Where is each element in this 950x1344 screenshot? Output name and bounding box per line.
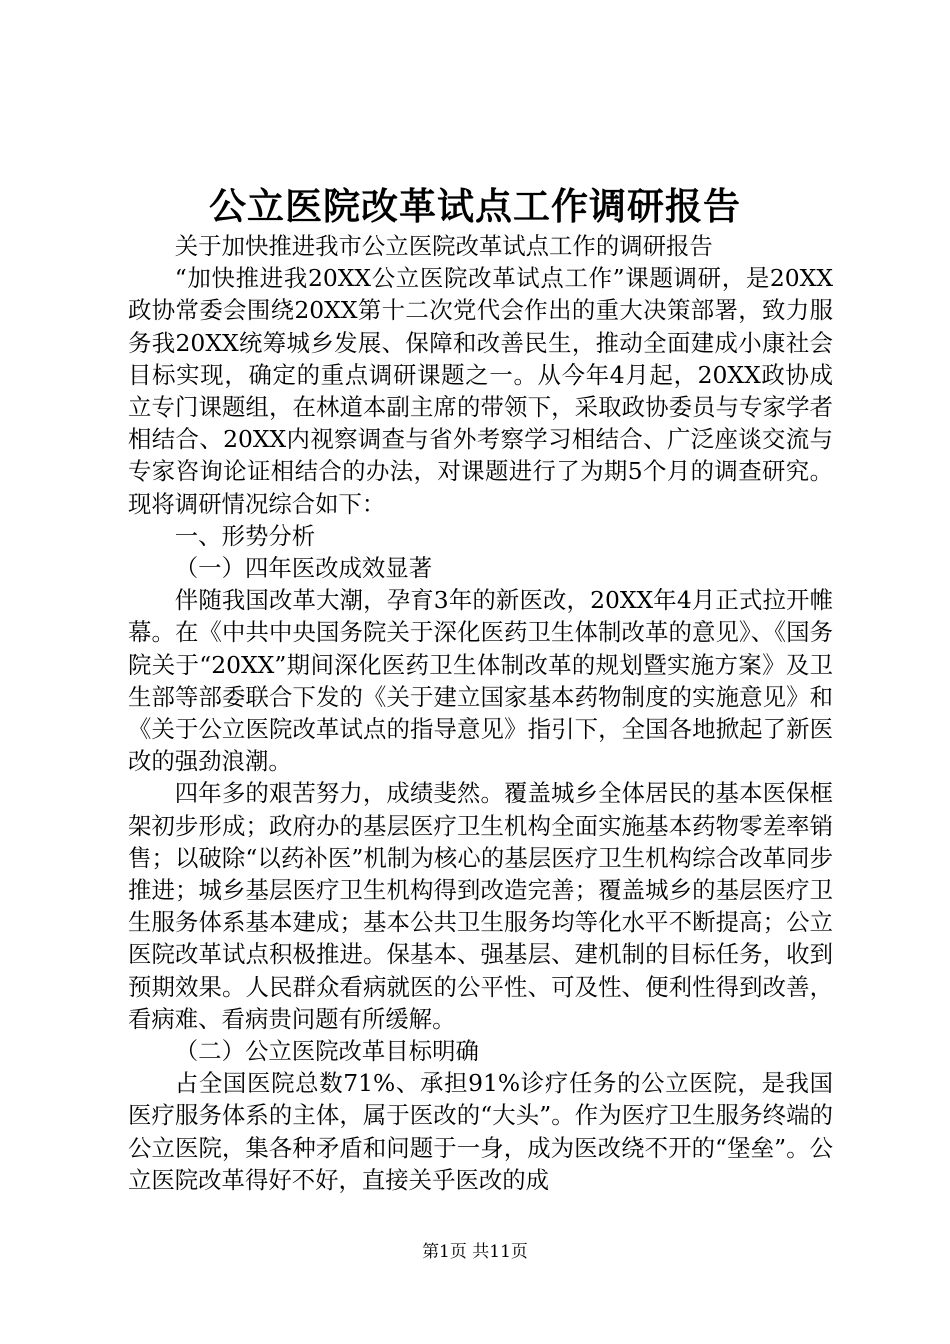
paragraph-reform-achievements: 四年多的艰苦努力，成绩斐然。覆盖城乡全体居民的基本医保框架初步形成；政府办的基层医疗卫生机构全面实施基本药物零差率销售；以破除“以药补医”机制为核心的基层医疗卫生机构综合改革同步推进；城乡基层医疗卫生机构得到改造完善；覆盖城乡的基层医疗卫生服务体系基本建成；基本公共卫生服务均等化水平不断提高；公立医院改革试点积极推进。保基本、强基层、建机制的目标任务，收到预期效果。人民群众看病就医的公平性、可及性、便利性得到改善，看病难、看病贵问题有所缓解。 [128,779,833,1033]
paragraph-introduction: “加快推进我20XX公立医院改革试点工作”课题调研，是20XX政协常委会围绕20XX第十二次党代会作出的重大决策部署，致力服务我20XX统筹城乡发展、保障和改善民生，推动全面建成小康社会目标实现，确定的重点调研课题之一。从今年4月起，20XX政协成立专门课题组，在林道本副主席的带领下，采取政协委员与专家学者相结合、20XX内视察调查与省外考察学习相结合、广泛座谈交流与专家咨询论证相结合的办法，对课题进行了为期5个月的调查研究。现将调研情况综合如下： [128,264,833,518]
document-title: 公立医院改革试点工作调研报告 [209,184,741,228]
document-body [128,230,833,1196]
page-number-footer: 第1页 共11页 [422,1242,528,1262]
subsection-heading-hospital-reform-goals: （二）公立医院改革目标明确 [174,1037,479,1066]
section-heading-situation-analysis: 一、形势分析 [174,521,316,550]
paragraph-report-subtitle: 关于加快推进我市公立医院改革试点工作的调研报告 [174,232,713,260]
paragraph-public-hospital-role: 占全国医院总数71%、承担91%诊疗任务的公立医院，是我国医疗服务体系的主体，属于医改的“大头”。作为医疗卫生服务终端的公立医院，集各种矛盾和问题于一身，成为医改绕不开的“堡垒”。公立医院改革得好不好，直接关乎医改的成 [128,1069,833,1194]
subsection-heading-reform-results: （一）四年医改成效显著 [174,554,433,583]
paragraph-reform-background: 伴随我国改革大潮，孕育3年的新医改，20XX年4月正式拉开帷幕。在《中共中央国务院关于深化医药卫生体制改革的意见》、《国务院关于“20XX”期间深化医药卫生体制改革的规划暨实施方案》及卫生部等部委联合下发的《关于建立国家基本药物制度的实施意见》和《关于公立医院改革试点的指导意见》指引下，全国各地掀起了新医改的强劲浪潮。 [128,586,833,776]
